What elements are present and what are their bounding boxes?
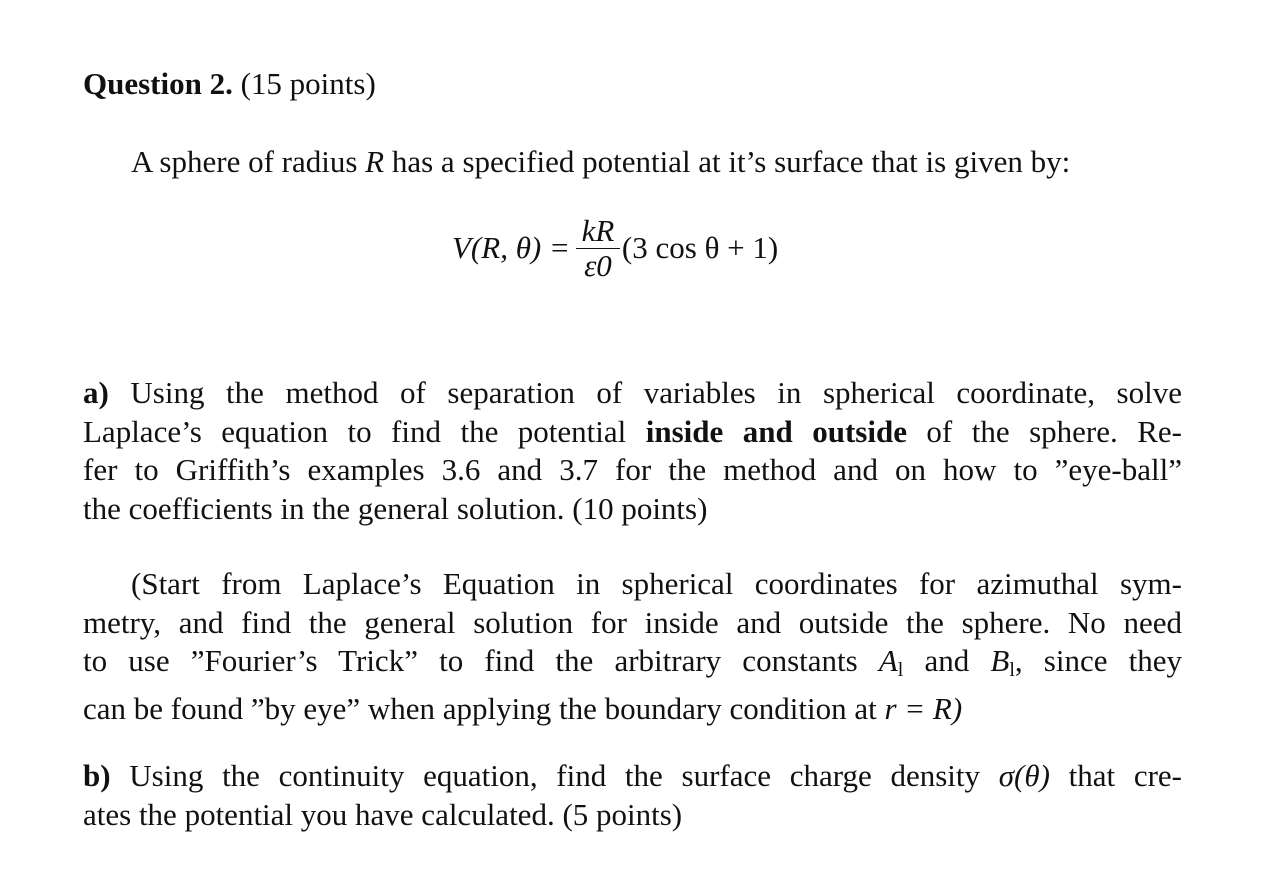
part-a-text-2: Laplace’s equation to find the potential <box>83 413 646 449</box>
equation-numerator: kR <box>581 212 615 248</box>
intro-var: R <box>365 144 385 179</box>
boundary-condition: r = R) <box>884 690 963 726</box>
equation-denominator: ε0 <box>584 247 612 283</box>
sigma-symbol: σ(θ) <box>998 758 1050 793</box>
const-a: A <box>878 643 898 678</box>
note-text-3: to use ”Fourier’s Trick” to find the arbitrary constants <box>83 643 879 678</box>
part-b-line-2: ates the potential you have calculated. (5 points) <box>83 796 683 832</box>
part-a-label: a) <box>83 375 109 410</box>
part-a-line-3: fer to Griffith’s examples 3.6 and 3.7 for the method and on how to ”eye-ball” <box>83 452 1182 487</box>
part-a <box>83 374 1182 528</box>
equation-rhs: (3 cos θ + 1) <box>621 230 779 265</box>
part-b-text-1: Using the continuity equation, find the surface charge density <box>110 758 999 793</box>
part-a-bold: inside and outside <box>645 413 907 449</box>
intro-text <box>131 142 1070 182</box>
note-paragraph <box>83 565 1182 728</box>
question-label: Question 2. <box>83 66 233 101</box>
question-heading <box>83 64 376 104</box>
potential-equation <box>452 205 778 291</box>
note-text-4: can be found ”by eye” when applying the boundary condition at <box>83 690 885 726</box>
part-a-text-2-end: of the sphere. Re- <box>906 413 1182 449</box>
intro-after: has a specified potential at it’s surface that is given by: <box>384 144 1071 179</box>
note-since: , since they <box>1014 643 1182 678</box>
part-b <box>83 757 1182 834</box>
const-b: B <box>990 643 1010 678</box>
part-b-line-1 <box>83 757 1182 796</box>
equation-lhs: V(R, θ) = <box>452 230 570 265</box>
part-b-text-1-end: that cre- <box>1049 758 1182 793</box>
note-line-1: (Start from Laplace’s Equation in spherical coordinates for azimuthal sym- <box>131 566 1182 601</box>
question-points: (15 points) <box>240 66 376 101</box>
note-line-3 <box>83 642 1182 690</box>
note-line-2: metry, and find the general solution for inside and outside the sphere. No need <box>83 604 1182 640</box>
part-a-line-2 <box>83 413 1182 452</box>
const-b-sub: l <box>1009 659 1015 681</box>
part-b-label: b) <box>83 758 111 793</box>
equation-fraction <box>576 214 620 283</box>
intro-before: A sphere of radius <box>131 144 366 179</box>
note-and: and <box>903 643 991 678</box>
part-a-text-1: Using the method of separation of variables in spherical coordinate, solve <box>108 375 1182 410</box>
part-a-line-1 <box>83 374 1182 413</box>
part-a-line-4: the coefficients in the general solution. (10 points) <box>83 490 708 526</box>
note-line-4 <box>83 690 1182 729</box>
const-a-sub: l <box>897 659 904 681</box>
